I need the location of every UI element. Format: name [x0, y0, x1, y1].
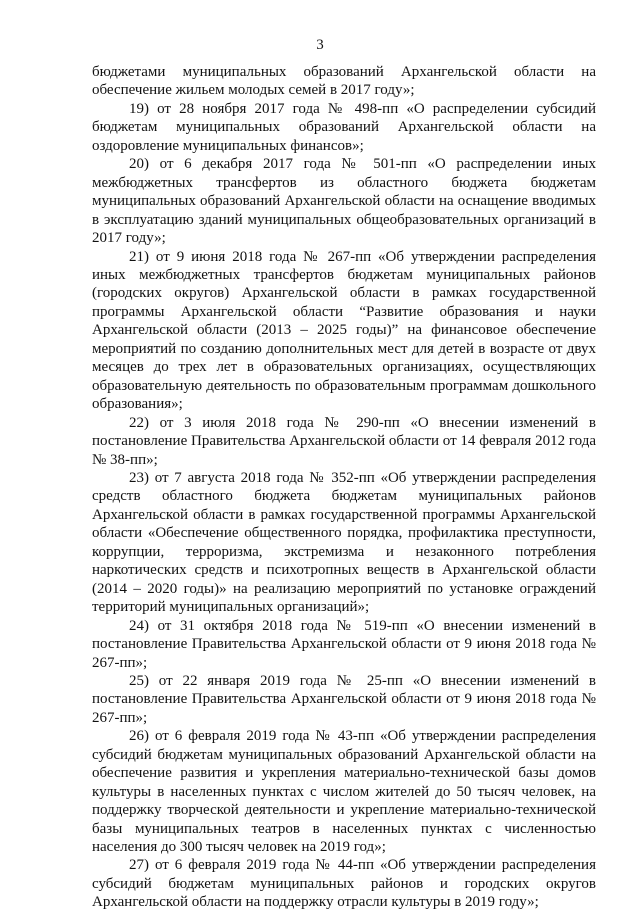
- list-item-20: 20) от 6 декабря 2017 года № 501-пп «О распределении иных межбюджетных трансфертов из областного бюджета бюджетам муниципальных образований Архангельской области на оснащение вводимых в эксплуатацию зданий муниципальных общеобразовательных организаций в 2017 году»;: [92, 156, 596, 247]
- page-number: 3: [316, 37, 324, 53]
- list-item-22: 22) от 3 июля 2018 года № 290-пп «О внесении изменений в постановление Правительства Архангельской области от 14 февраля 2012 года № 38-пп»;: [92, 414, 596, 468]
- document-body: [92, 63, 596, 912]
- list-item-27: 27) от 6 февраля 2019 года № 44-пп «Об утверждении распределения субсидий бюджетам муниципальных районов и городских округов Архангельской области на поддержку отрасли культуры в 2019 году»;: [92, 857, 596, 911]
- list-item-23: 23) от 7 августа 2018 года № 352-пп «Об утверждении распределения средств областного бюджета бюджетам муниципальных районов Архангельской области в рамках государственной программы Архангельской области «Обеспечение общественного порядка, профилактика преступности, коррупции, терроризма, экстремизма и незаконного потребления наркотических средств и психотропных веществ в Архангельской области (2014 – 2020 годы)» на реализацию мероприятий по установке ограждений территорий муниципальных организаций»;: [92, 469, 596, 616]
- list-item-25: 25) от 22 января 2019 года № 25-пп «О внесении изменений в постановление Правительства Архангельской области от 9 июня 2018 года № 267-пп»;: [92, 672, 596, 726]
- list-item-19: 19) от 28 ноября 2017 года № 498-пп «О распределении субсидий бюджетам муниципальных образований Архангельской области на оздоровление муниципальных финансов»;: [92, 100, 596, 154]
- list-item-26: 26) от 6 февраля 2019 года № 43-пп «Об утверждении распределения субсидий бюджетам муниципальных образований Архангельской области на обеспечение развития и укрепления материально-технической базы домов культуры в населенных пунктах с числом жителей до 50 тысяч человек, на поддержку творческой деятельности и укрепление материально-технической базы муниципальных театров в населенных пунктах с численностью населения до 300 тысяч человек на 2019 год»;: [92, 728, 596, 856]
- paragraph-continuation: бюджетами муниципальных образований Архангельской области на обеспечение жильем молодых семей в 2017 году»;: [92, 64, 596, 99]
- list-item-21: 21) от 9 июня 2018 года № 267-пп «Об утверждении распределения иных межбюджетных трансфертов бюджетам муниципальных районов (городских округов) Архангельской области в рамках государственной программы Архангельской области “Развитие образования и науки Архангельской области (2013 – 2025 годы)” на финансовое обеспечение мероприятий по созданию дополнительных мест для детей в возрасте от двух месяцев до трех лет в образовательных организациях, осуществляющих образовательную деятельность по образовательным программам дошкольного образования»;: [92, 248, 596, 413]
- list-item-24: 24) от 31 октября 2018 года № 519-пп «О внесении изменений в постановление Правительства Архангельской области от 9 июня 2018 года № 267-пп»;: [92, 617, 596, 671]
